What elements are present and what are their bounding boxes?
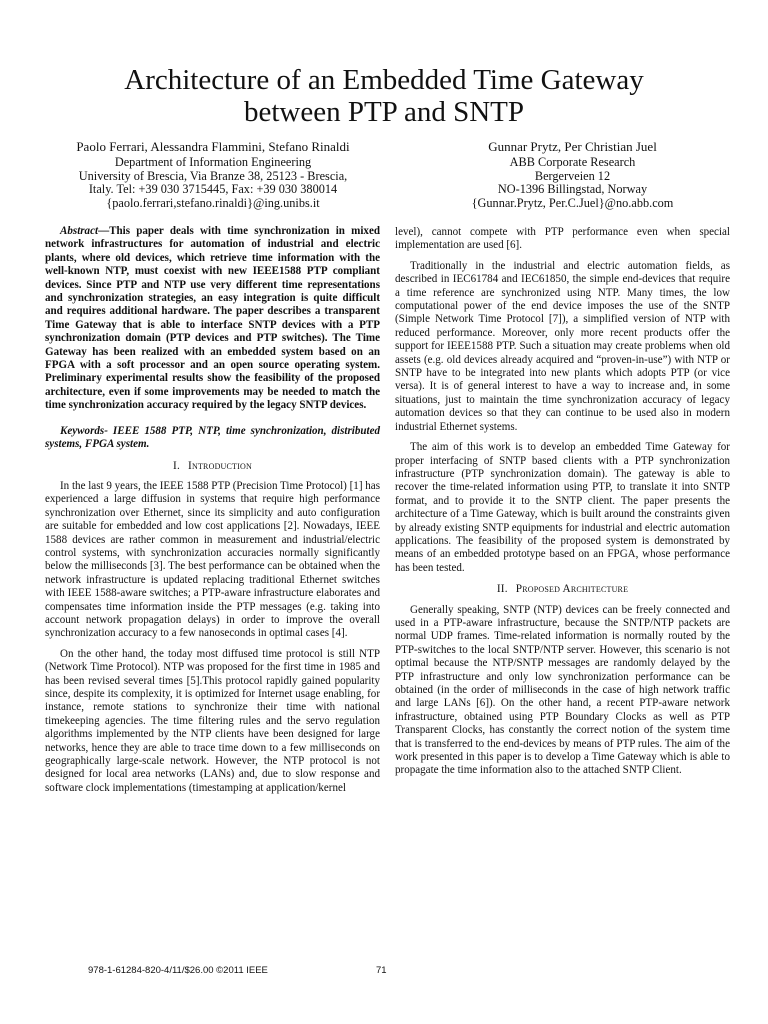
author-address-line: University of Brescia, Via Branze 38, 25123 - Brescia, — [78, 168, 348, 183]
author-department: Department of Information Engineering — [114, 154, 312, 169]
paragraph: On the other hand, the today most diffused time protocol is still NTP (Network Time Protocol). NTP was proposed for the first time in 1985 and has been revised several times [5].This protocol rapidly gained popularity since, despite its complexity, it is optimized for Internet usage enabling, for instance, remote stations to synchronize their time with national timekeeping agencies. The time filtering rules and the servo regulation algorithms implemented by the NTP clients have been designed for large networks, hence they are able to trace time down to a few milliseconds on geographically large-scale network. However, the NTP protocol is not designed for local area networks (LANs) and, due to slow response and software clock implementations (timestamping at application/kernel — [45, 647, 380, 794]
paragraph: Generally speaking, SNTP (NTP) devices can be freely connected and used in a PTP-aware infrastructure, because the SNTP/NTP packets are normal UDP frames. Time-related information is normally routed by the PTP-switches to the local SNTP/NTP server. However, this scenario is not optimal because the NTP/SNTP messages are randomly delayed by the PTP infrastructure and only low synchronization performance can be obtained (in the order of milliseconds in the case of high network traffic and large LANs [6]). On the other hand, a recent PTP-aware network infrastructure, obtained using PTP Boundary Clocks as well as PTP Transparent Clocks, has constantly the correct notion of the system time that is transferred to the end-devices by means of PTP rules. The aim of the work presented in this paper is to develop a Time Gateway which is able to propagate the time information also to the attached SNTP Client. — [395, 603, 730, 777]
section-number: II. — [496, 583, 508, 596]
title-line-2: between PTP and SNTP — [243, 96, 525, 128]
paragraph-continued: level), cannot compete with PTP performance even when special implementation are used [6]. — [395, 226, 730, 252]
section-number: I. — [173, 459, 181, 472]
abstract-text: This paper deals with time synchronization in mixed network infrastructures for automation of industrial and electric plants, where old devices, which retrieve time information with the well-known NTP, must coexist with new IEEE1588 PTP compliant devices. Since PTP and NTP use very different time representations and synchronization strategies, an easy integration is quite difficult and requires additional hardware. The paper describes a transparent Time Gateway that is able to interface SNTP devices with a PTP synchronization domain (PTP devices and PTP switches). The Time Gateway has been realized with an embedded system based on an FPGA with a soft processor and an open source operating system. Preliminary experimental results show the feasibility of the proposed architecture, even if some improvements may be needed to match the time synchronization accuracy required by the legacy SNTP devices. — [45, 225, 380, 412]
author-names: Gunnar Prytz, Per Christian Juel — [488, 139, 657, 154]
paragraph: In the last 9 years, the IEEE 1588 PTP (Precision Time Protocol) [1] has experienced a large diffusion in systems that require high performance synchronization over Ethernet, since its simplicity and auto configuration are suitable for embedded and low cost applications [2]. Nowadays, IEEE 1588 devices are rather common in measurement and industrial/electric control systems, with synchronization accuracies normally significantly below the milliseconds [3]. The best performance can be obtained when the network infrastructure is updated replacing traditional Ethernet switches with IEEE 1588-aware switches; a PTP-aware infrastructure elaborates and compensates time information inside the PTP messages (e.g. taking into account network propagation delays) in order to improve the overall synchronization accuracy to a few nanoseconds in optimal cases [4]. — [45, 479, 380, 640]
abstract-dash: — — [98, 225, 110, 237]
section-heading-proposed-architecture — [395, 583, 730, 596]
paragraph: The aim of this work is to develop an embedded Time Gateway for proper interfacing of SNTP based clients with a PTP synchronization infrastructure (PTP synchronization domain). The gateway is able to recover the time-related information using PTP, to translate it into SNTP format, and to provide it to the SNTP client. The paper presents the architecture of a Time Gateway, which is built around the constraints given by already existing SNTP equipments for industrial and electric automation applications. The feasibility of the proposed system is demonstrated by means of an embedded prototype based on an FPGA, whose performance has been tested. — [395, 441, 730, 574]
paragraph: Traditionally in the industrial and electric automation fields, as described in IEC61784 and IEC61850, the simple end-devices that require a time reference are synchronized using NTP. Many times, the low computational power of the end device imposes the use of the SNTP (Simple Network Time Protocol [7]), a simplified version of NTP with reduced performance. Moreover, only more recent products offer the support for IEEE1588 PTP. Such a situation may create problems when old assets (e.g. old devices already acquired and “proven-in-use”) with NTP or SNTP have to be integrated into new plants which adopts PTP (or vice versa). It is of general interest to have a way to increase and, in some situations, just to maintain the time synchronization accuracy of legacy automation devices so that they can continue to be used also in modern industrial Ethernet systems. — [395, 259, 730, 433]
paper-title — [60, 64, 708, 128]
author-email: {paolo.ferrari,stefano.rinaldi}@ing.unibs.it — [106, 196, 320, 211]
author-affiliation: ABB Corporate Research — [509, 154, 636, 169]
author-names: Paolo Ferrari, Alessandra Flammini, Stefano Rinaldi — [76, 139, 350, 154]
section-heading-introduction — [45, 460, 380, 473]
author-email: {Gunnar.Prytz, Per.C.Juel}@no.abb.com — [471, 196, 674, 211]
left-column — [45, 225, 380, 802]
page-number: 71 — [376, 965, 387, 976]
abstract-label: Abstract — [60, 225, 99, 237]
keywords: Keywords- IEEE 1588 PTP, NTP, time synchronization, distributed systems, FPGA system. — [45, 424, 380, 451]
author-block-right — [395, 140, 750, 211]
author-block-left — [38, 140, 388, 211]
author-address-line: Bergerveien 12 — [534, 168, 611, 183]
section-title: Proposed Architecture — [515, 583, 629, 596]
footer-copyright: 978-1-61284-820-4/11/$26.00 ©2011 IEEE — [88, 965, 268, 976]
right-column — [395, 226, 730, 785]
author-address-line: NO-1396 Billingstad, Norway — [497, 182, 648, 197]
title-line-1: Architecture of an Embedded Time Gateway — [124, 64, 644, 96]
author-address-line: Italy. Tel: +39 030 3715445, Fax: +39 030 380014 — [88, 182, 338, 197]
section-title: Introduction — [188, 459, 252, 472]
abstract — [45, 225, 380, 413]
